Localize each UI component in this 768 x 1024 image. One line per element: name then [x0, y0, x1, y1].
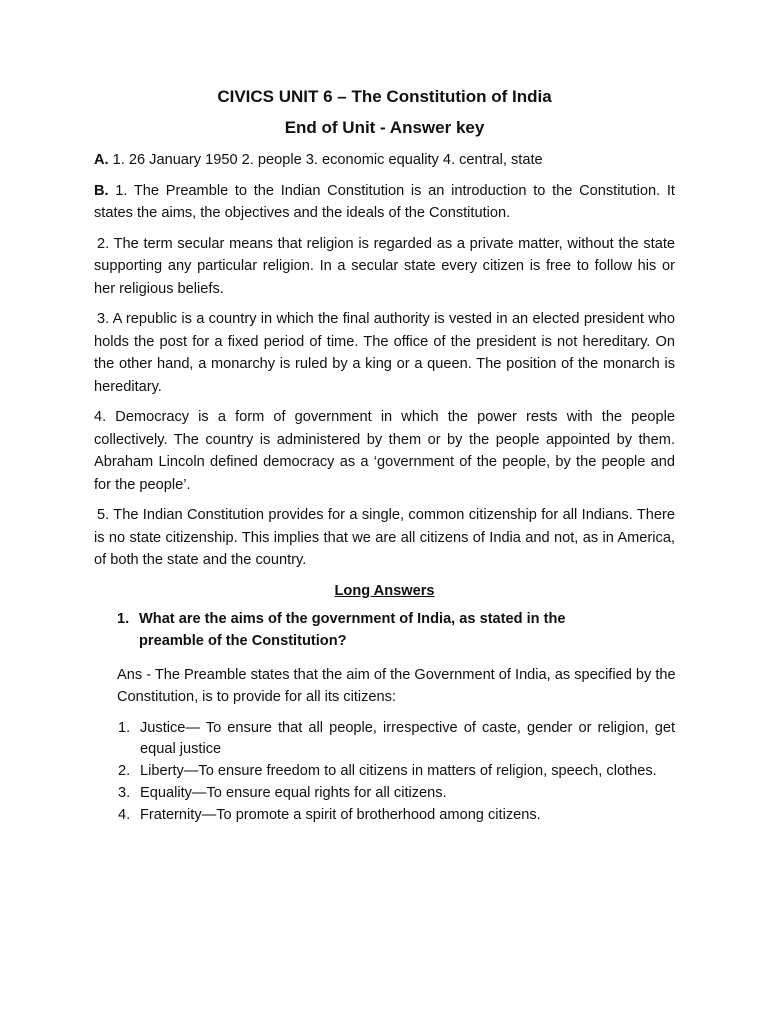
section-a-text: 1. 26 January 1950 2. people 3. economic equality 4. central, state: [108, 152, 543, 168]
list-item-text: Fraternity—To promote a spirit of brotherhood among citizens.: [140, 806, 541, 823]
answer-intro: Ans - The Preamble states that the aim of the Government of India, as specified by the Constitution, is to provide for all its citizens:: [117, 666, 676, 705]
list-item-number: 1.: [118, 719, 131, 736]
long-answers-heading: Long Answers: [334, 582, 435, 599]
section-a-label: A.: [94, 152, 109, 168]
aims-list: [94, 718, 675, 826]
list-item: [94, 783, 675, 804]
list-item-text: Justice— To ensure that all people, irrespective of caste, gender or religion, get equal justice: [140, 719, 675, 757]
section-b-answer-4: 4. Democracy is a form of government in which the power rests with the people collectively. The country is administered by them or by the people appointed by them. Abraham Lincoln defined democracy as a ‘government of the people, by the people and for the people’.: [94, 409, 675, 493]
document-page: [94, 86, 675, 827]
list-item-text: Liberty—To ensure freedom to all citizens in matters of religion, speech, clothes.: [140, 762, 657, 779]
list-item-number: 2.: [118, 762, 131, 779]
section-a-answers: [94, 149, 675, 172]
question-number: 1.: [117, 610, 130, 627]
page-title: CIVICS UNIT 6 – The Constitution of India: [217, 87, 552, 106]
section-b-answer-1: [94, 180, 675, 225]
list-item-number: 4.: [118, 806, 131, 823]
list-item-number: 3.: [118, 784, 131, 801]
list-item: [94, 718, 675, 760]
section-b-answer-1-text: 1. The Preamble to the Indian Constitution is an introduction to the Constitution. It states the aims, the objectives and the ideals of the Constitution.: [94, 182, 675, 221]
list-item: [94, 805, 675, 826]
section-b-answer-3: 3. A republic is a country in which the final authority is vested in an elected president who holds the post for a fixed period of time. The office of the president is not hereditary. On the other hand, a monarchy is ruled by a king or a queen. The position of the monarch is hereditary.: [94, 311, 675, 395]
section-b-label: B.: [94, 182, 109, 199]
list-item: [94, 761, 675, 782]
question-text: What are the aims of the government of India, as stated in the preamble of the Constitution?: [139, 610, 566, 649]
section-b-answer-2: 2. The term secular means that religion is regarded as a private matter, without the state supporting any particular religion. In a secular state every citizen is free to follow his or her religious beliefs.: [94, 235, 675, 297]
section-b-answer-5: 5. The Indian Constitution provides for a single, common citizenship for all Indians. There is no state citizenship. This implies that we are all citizens of India and not, as in America, of both the state and the country.: [94, 507, 675, 568]
page-subtitle: End of Unit - Answer key: [284, 118, 485, 137]
list-item-text: Equality—To ensure equal rights for all citizens.: [140, 784, 447, 801]
long-question-1: [94, 608, 675, 652]
